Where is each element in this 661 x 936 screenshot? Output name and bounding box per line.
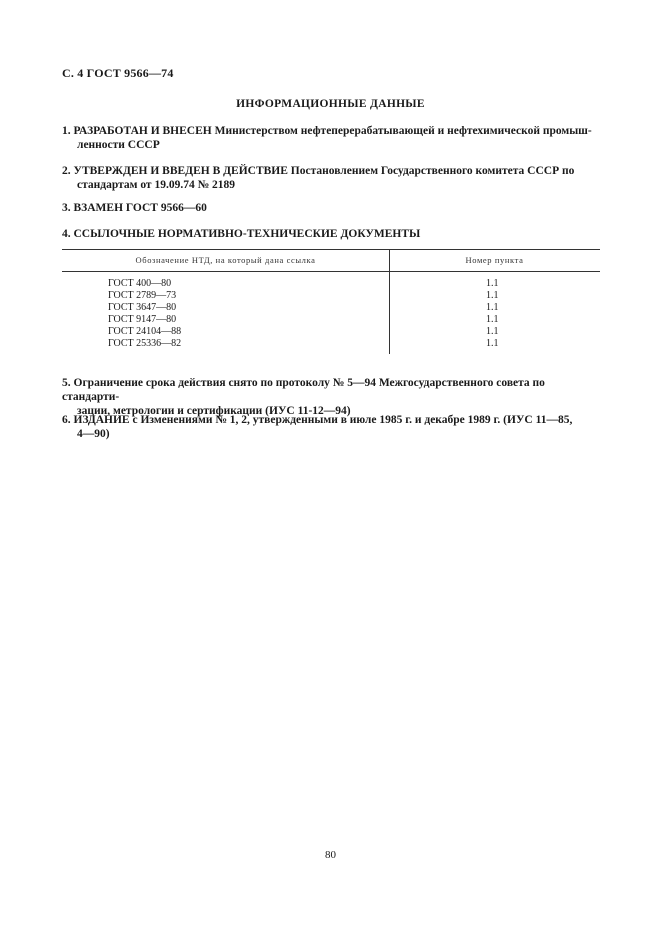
page-header: С. 4 ГОСТ 9566—74 [62, 66, 174, 80]
item-lead: ВЗАМЕН ГОСТ 9566—60 [73, 202, 207, 214]
item-number: 1. [62, 125, 71, 137]
item-text: Постановлением Государственного комитета СССР по [290, 165, 575, 177]
table-cell-point: 1.1 [486, 302, 499, 313]
table-header-point: Номер пункта [465, 255, 524, 265]
item-lead: ИЗДАНИЕ с Изменениями № 1, 2, утвержденными в июле 1985 г. и декабре 1989 г. (ИУС 11—85, [73, 414, 573, 426]
info-item-1 [62, 124, 602, 152]
info-item-6 [62, 413, 602, 441]
table-body [62, 278, 600, 350]
section-title: ИНФОРМАЦИОННЫЕ ДАННЫЕ [236, 98, 425, 110]
item-lead: Ограничение срока действия снято по протоколу № 5—94 Межгосударственного совета по стандарти- [62, 377, 545, 403]
item-number: 4. [62, 228, 71, 240]
item-number: 3. [62, 202, 71, 214]
table-cell-point: 1.1 [486, 338, 499, 349]
info-item-5 [62, 376, 602, 418]
item-continuation: ленности СССР [77, 139, 160, 151]
item-text: Министерством нефтеперерабатывающей и нефтехимической промыш- [214, 125, 592, 137]
table-row [62, 302, 600, 314]
item-continuation: стандартам от 19.09.74 № 2189 [77, 179, 236, 191]
item-number: 6. [62, 414, 71, 426]
table-cell-document: ГОСТ 24104—88 [108, 326, 182, 337]
table-top-rule [62, 249, 600, 250]
item-number: 5. [62, 377, 71, 389]
table-row [62, 290, 600, 302]
info-item-3 [62, 201, 602, 215]
table-cell-document: ГОСТ 3647—80 [108, 302, 177, 313]
table-header-document: Обозначение НТД, на который дана ссылка [135, 255, 316, 265]
info-item-4 [62, 227, 602, 241]
table-row [62, 278, 600, 290]
item-lead: УТВЕРЖДЕН И ВВЕДЕН В ДЕЙСТВИЕ [73, 165, 288, 177]
item-continuation: 4—90) [77, 428, 110, 440]
table-cell-point: 1.1 [486, 278, 499, 289]
table-cell-document: ГОСТ 25336—82 [108, 338, 182, 349]
table-row [62, 326, 600, 338]
table-row [62, 314, 600, 326]
table-cell-document: ГОСТ 400—80 [108, 278, 172, 289]
page-number: 80 [325, 849, 336, 861]
item-number: 2. [62, 165, 71, 177]
table-cell-document: ГОСТ 2789—73 [108, 290, 177, 301]
table-cell-point: 1.1 [486, 314, 499, 325]
info-item-2 [62, 164, 602, 192]
table-cell-point: 1.1 [486, 290, 499, 301]
item-lead: РАЗРАБОТАН И ВНЕСЕН [73, 125, 212, 137]
table-row [62, 338, 600, 350]
table-cell-point: 1.1 [486, 326, 499, 337]
item-continuation: зации, метрологии и сертификации (ИУС 11-12—94) [77, 405, 351, 417]
table-cell-document: ГОСТ 9147—80 [108, 314, 177, 325]
table-header-rule [62, 271, 600, 272]
item-lead: ССЫЛОЧНЫЕ НОРМАТИВНО-ТЕХНИЧЕСКИЕ ДОКУМЕНТЫ [73, 228, 421, 240]
